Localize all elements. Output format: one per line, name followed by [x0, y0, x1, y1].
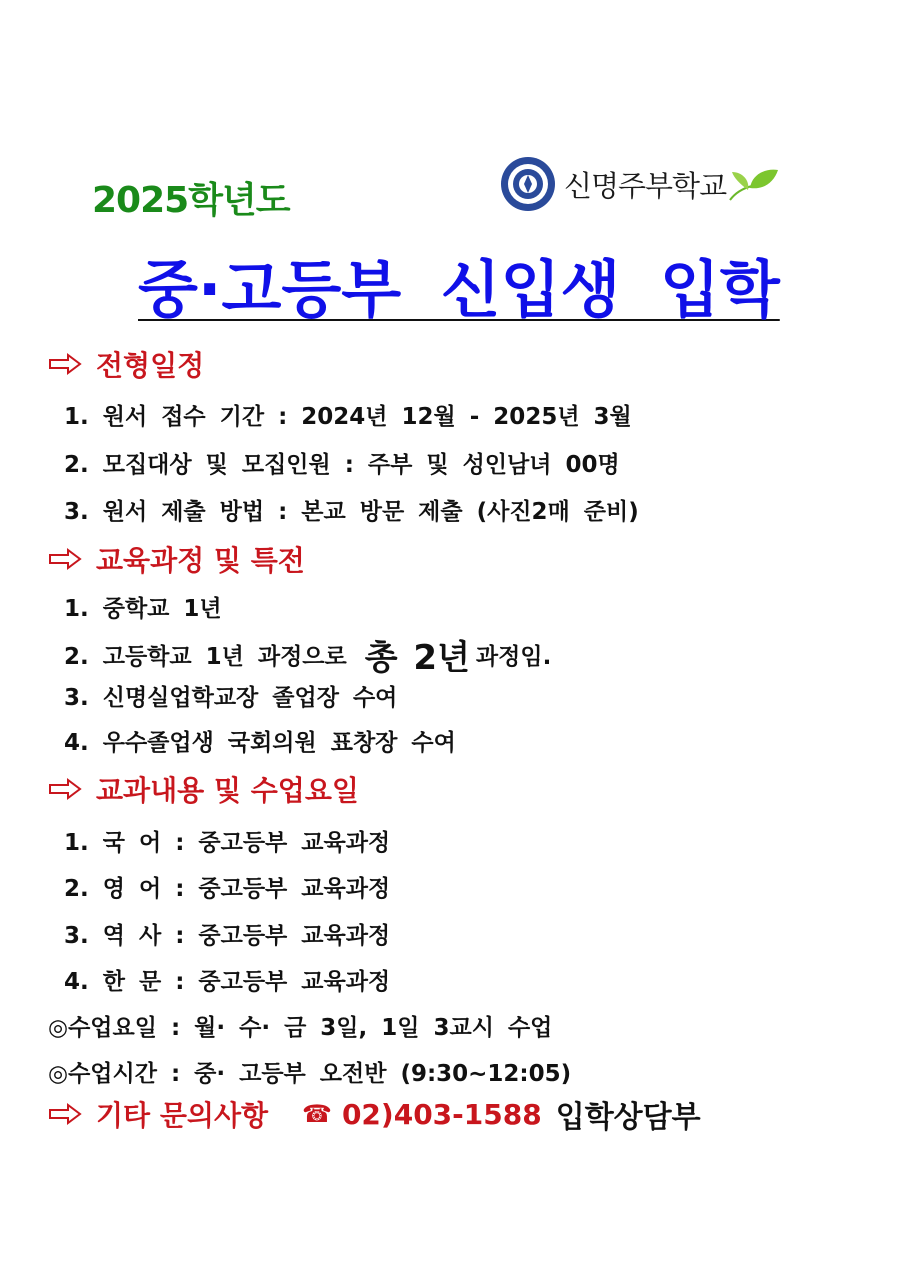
section-heading-curriculum: 교육과정 및 특전 — [48, 539, 305, 579]
class-days-note: ◎수업요일 : 월· 수· 금 3일, 1일 3교시 수업 — [48, 1015, 553, 1041]
school-year: 2025학년도 — [92, 180, 290, 221]
list-item: 1. 원서 접수 기간 : 2024년 12월 - 2025년 3월 — [64, 404, 632, 430]
list-item: 2. 영 어 : 중고등부 교육과정 — [64, 876, 391, 902]
list-item: 3. 원서 제출 방법 : 본교 방문 제출 (사진2매 준비) — [64, 499, 639, 525]
contact-line — [48, 1092, 701, 1136]
department-name: 입학상담부 — [555, 1100, 701, 1135]
contact-label: 기타 문의사항 — [96, 1099, 269, 1132]
phone-number[interactable]: 02)403-1588 — [341, 1097, 542, 1131]
school-logo — [498, 152, 780, 216]
list-item: 2. 고등학교 1년 과정으로 총 2년 과정임. — [64, 630, 551, 679]
list-item: 3. 신명실업학교장 졸업장 수여 — [64, 685, 398, 711]
leaf-icon — [726, 164, 780, 204]
list-item: 1. 중학교 1년 — [64, 596, 222, 622]
class-time-note: ◎수업시간 : 중· 고등부 오전반 (9:30~12:05) — [48, 1061, 572, 1087]
section-heading-schedule: 전형일정 — [48, 344, 204, 384]
logo-text: 신명주부학교 — [564, 168, 727, 203]
highlight-total-years: 총 2년 — [364, 638, 470, 678]
page-title: 중·고등부 신입생 입학 — [138, 253, 780, 326]
list-item: 4. 우수졸업생 국회의원 표창장 수여 — [64, 730, 456, 756]
list-item: 2. 모집대상 및 모집인원 : 주부 및 성인남녀 00명 — [64, 452, 620, 478]
list-item: 4. 한 문 : 중고등부 교육과정 — [64, 969, 391, 995]
list-item: 1. 국 어 : 중고등부 교육과정 — [64, 830, 391, 856]
arrow-right-icon — [48, 353, 82, 375]
phone-icon: ☎ — [302, 1100, 332, 1128]
arrow-right-icon — [48, 1103, 82, 1125]
school-emblem-icon — [498, 154, 558, 214]
list-item: 3. 역 사 : 중고등부 교육과정 — [64, 923, 391, 949]
arrow-right-icon — [48, 548, 82, 570]
section-heading-subjects: 교과내용 및 수업요일 — [48, 769, 359, 809]
arrow-right-icon — [48, 778, 82, 800]
